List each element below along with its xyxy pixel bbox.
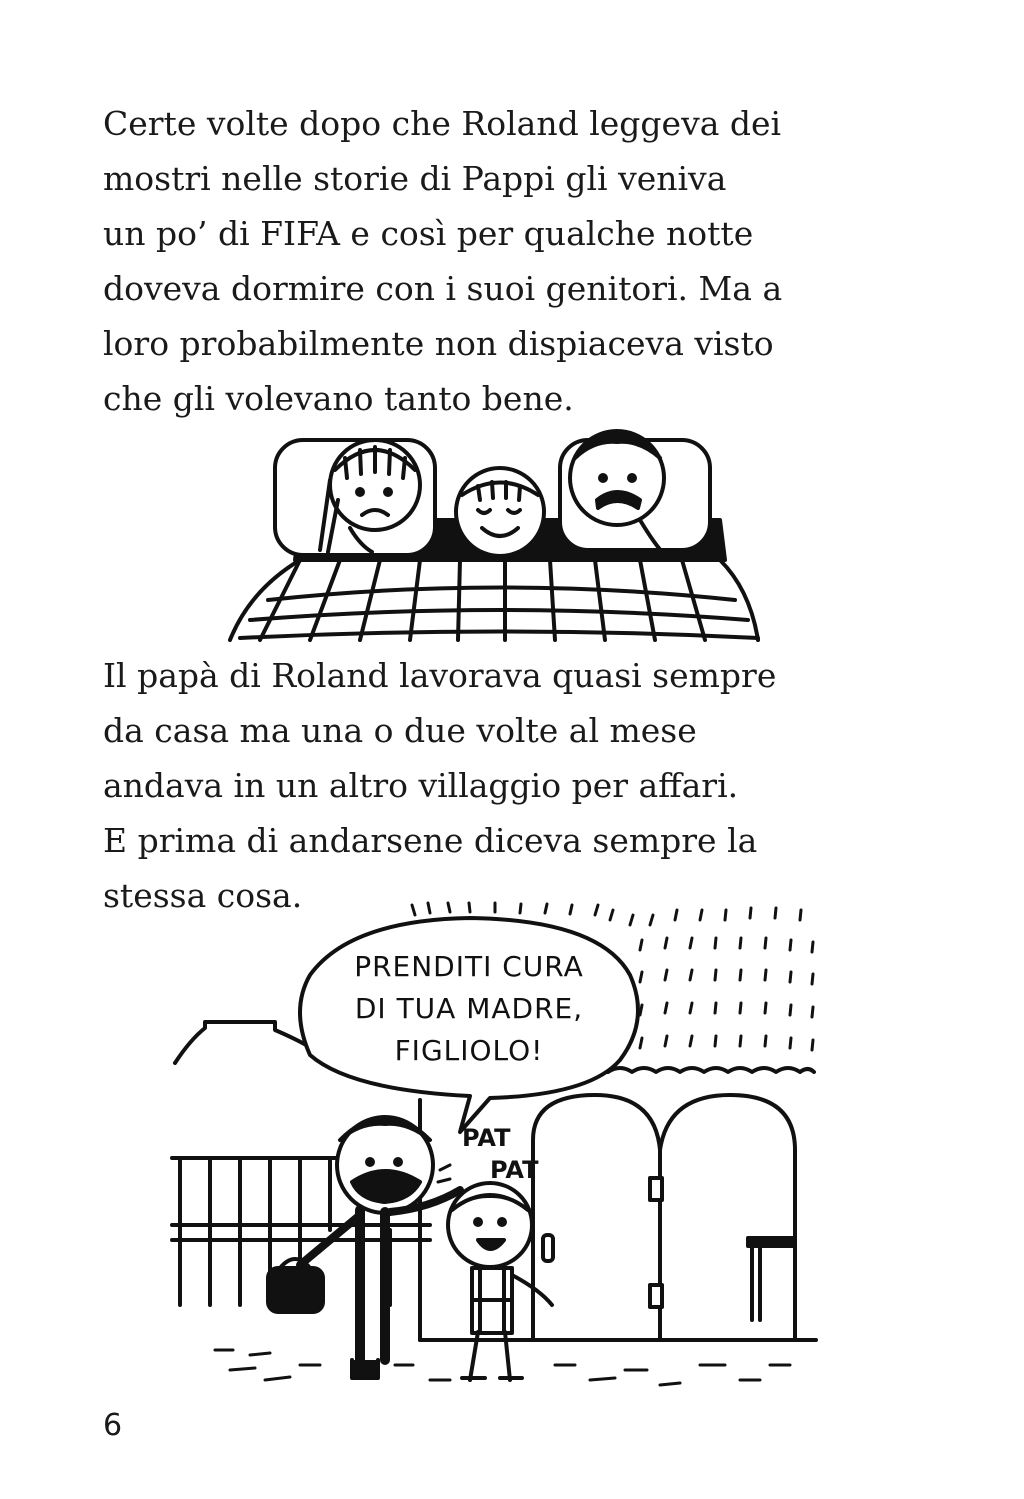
sfx-pat: PAT bbox=[462, 1124, 511, 1152]
text-line: andava in un altro villaggio per affari. bbox=[103, 766, 739, 805]
text-line: E prima di andarsene diceva sempre la bbox=[103, 821, 758, 860]
text-line: mostri nelle storie di Pappi gli veniva bbox=[103, 159, 727, 198]
sfx-pat: PAT bbox=[490, 1156, 539, 1184]
text-line: Il papà di Roland lavorava quasi sempre bbox=[103, 656, 777, 695]
speech-line: DI TUA MADRE, bbox=[354, 992, 584, 1025]
page-number: 6 bbox=[103, 1408, 123, 1443]
text-line: Certe volte dopo che Roland leggeva dei bbox=[103, 104, 782, 143]
text-line: loro probabilmente non dispiaceva visto bbox=[103, 324, 774, 363]
speech-bubble bbox=[318, 946, 620, 1072]
speech-line: PRENDITI CURA bbox=[354, 950, 584, 983]
text-line: stessa cosa. bbox=[103, 876, 303, 915]
text-line: doveva dormire con i suoi genitori. Ma a bbox=[103, 269, 783, 308]
text-line: un po’ di FIFA e così per qualche notte bbox=[103, 214, 754, 253]
speech-line: FIGLIOLO! bbox=[394, 1034, 544, 1067]
text-line: che gli volevano tanto bene. bbox=[103, 379, 574, 418]
text-line: da casa ma una o due volte al mese bbox=[103, 711, 697, 750]
